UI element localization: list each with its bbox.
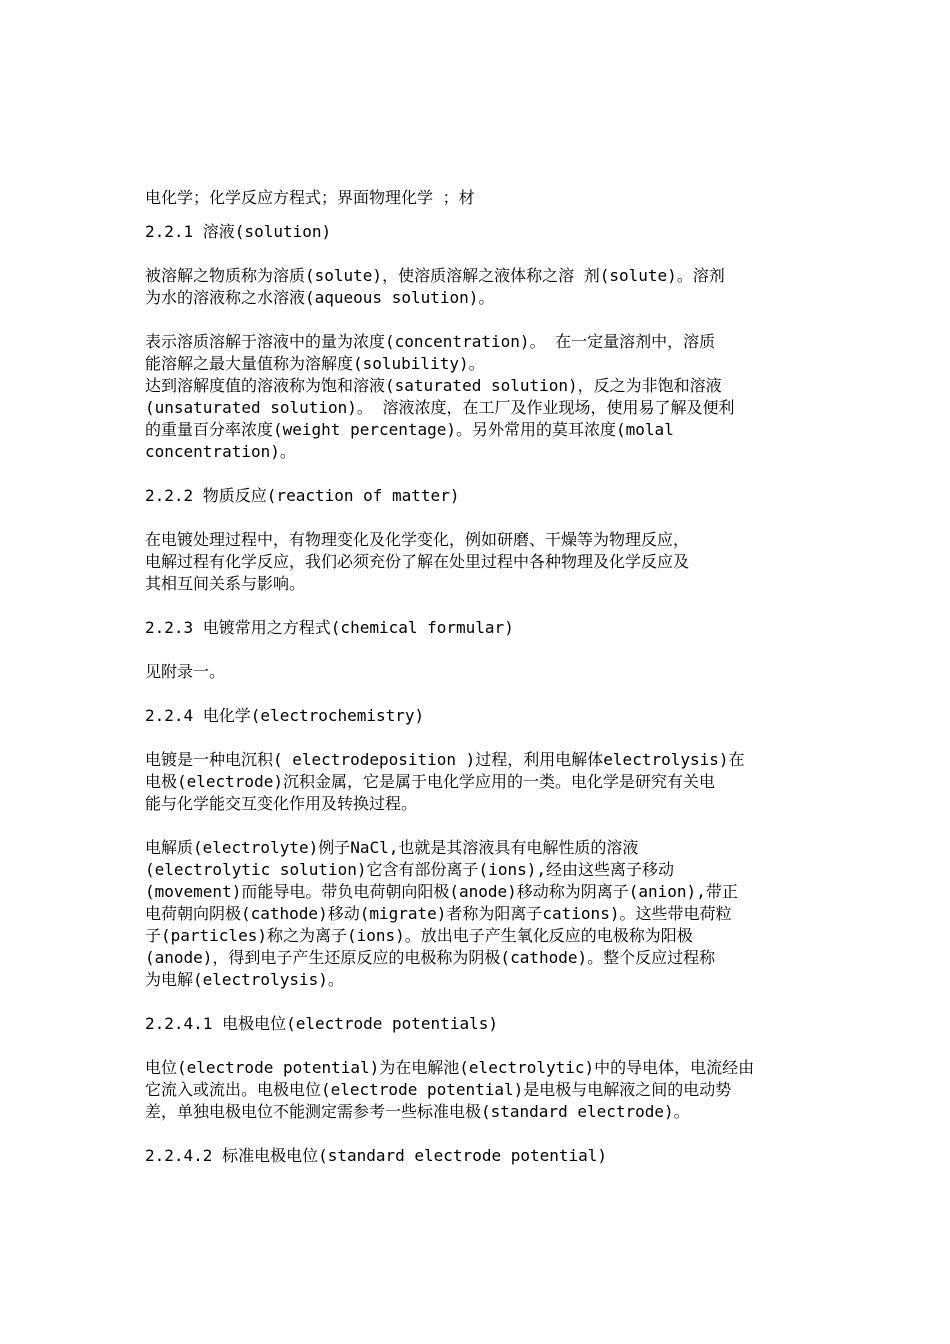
paragraph-line: 电镀是一种电沉积( electrodeposition )过程，利用电解体electrolysis)在 — [145, 750, 745, 769]
section-heading-2-2-2: 2.2.2 物质反应(reaction of matter) — [145, 486, 460, 505]
paragraph-line: 电解过程有化学反应，我们必须充份了解在处里过程中各种物理及化学反应及 — [145, 552, 690, 571]
section-heading-2-2-1: 2.2.1 溶液(solution) — [145, 222, 332, 241]
paragraph-line: 它流入或流出。电极电位(electrode potential)是电极与电解液之间的电动势 — [145, 1080, 732, 1099]
paragraph-electrode-potential — [145, 1057, 810, 1123]
paragraph-concentration — [145, 331, 810, 375]
paragraph-line: 见附录一。 — [145, 662, 226, 681]
paragraph-line: 电位(electrode potential)为在电解池(electrolytic)中的导电体，电流经由 — [145, 1058, 755, 1077]
paragraph-line: (anode)，得到电子产生还原反应的电极称为阴极(cathode)。整个反应过程称 — [145, 948, 716, 967]
paragraph-line: 被溶解之物质称为溶质(solute)，使溶质溶解之液体称之溶 剂(solute)。溶剂 — [145, 266, 725, 285]
paragraph-line: 的重量百分率浓度(weight percentage)。另外常用的莫耳浓度(molal — [145, 420, 674, 439]
section-heading-2-2-4: 2.2.4 电化学(electrochemistry) — [145, 706, 425, 725]
paragraph-saturated-solution — [145, 375, 810, 463]
paragraph-line: 子(particles)称之为离子(ions)。放出电子产生氧化反应的电极称为阳极 — [145, 926, 693, 945]
paragraph-electrolyte — [145, 837, 810, 991]
paragraph-line: 为水的溶液称之水溶液(aqueous solution)。 — [145, 288, 495, 307]
section-heading-2-2-4-1: 2.2.4.1 电极电位(electrode potentials) — [145, 1014, 498, 1033]
paragraph-line: 在电镀处理过程中，有物理变化及化学变化，例如研磨、干燥等为物理反应， — [145, 530, 690, 549]
paragraph-line: 表示溶质溶解于溶液中的量为浓度(concentration)。 在一定量溶剂中，溶质 — [145, 332, 716, 351]
paragraph-electrodeposition — [145, 749, 810, 815]
paragraph-line: 为电解(electrolysis)。 — [145, 970, 344, 989]
paragraph-line: 电荷朝向阴极(cathode)移动(migrate)者称为阳离子cations)。这些带电荷粒 — [145, 904, 732, 923]
paragraph-line: 电解质(electrolyte)例子NaCl,也就是其溶液具有电解性质的溶液 — [145, 838, 639, 857]
paragraph-solution-definition — [145, 265, 810, 309]
paragraph-line: (unsaturated solution)。 溶液浓度，在工厂及作业现场，使用易了解及便利 — [145, 398, 735, 417]
paragraph-line: (electrolytic solution)它含有部份离子(ions),经由这些离子移动 — [145, 860, 674, 879]
paragraph-see-appendix — [145, 661, 810, 683]
paragraph-reaction-of-matter — [145, 529, 810, 595]
paragraph-line: concentration)。 — [145, 442, 296, 461]
document-page — [145, 187, 810, 1189]
section-heading-2-2-4-2: 2.2.4.2 标准电极电位(standard electrode potential) — [145, 1146, 608, 1165]
paragraph-line: 其相互间关系与影响。 — [145, 574, 306, 593]
paragraph-line: 达到溶解度值的溶液称为饱和溶液(saturated solution)，反之为非饱和溶液 — [145, 376, 722, 395]
paragraph-line: 能溶解之最大量值称为溶解度(solubility)。 — [145, 354, 485, 373]
paragraph-line: (movement)而能导电。带负电荷朝向阳极(anode)移动称为阴离子(anion),带正 — [145, 882, 738, 901]
paragraph-line: 电极(electrode)沉积金属，它是属于电化学应用的一类。电化学是研究有关电 — [145, 772, 715, 791]
header-line: 电化学；化学反应方程式；界面物理化学 ；材 — [145, 188, 475, 207]
section-heading-2-2-3: 2.2.3 电镀常用之方程式(chemical formular) — [145, 618, 514, 637]
paragraph-line: 差，单独电极电位不能测定需参考一些标准电极(standard electrode)。 — [145, 1102, 690, 1121]
paragraph-line: 能与化学能交互变化作用及转换过程。 — [145, 794, 418, 813]
